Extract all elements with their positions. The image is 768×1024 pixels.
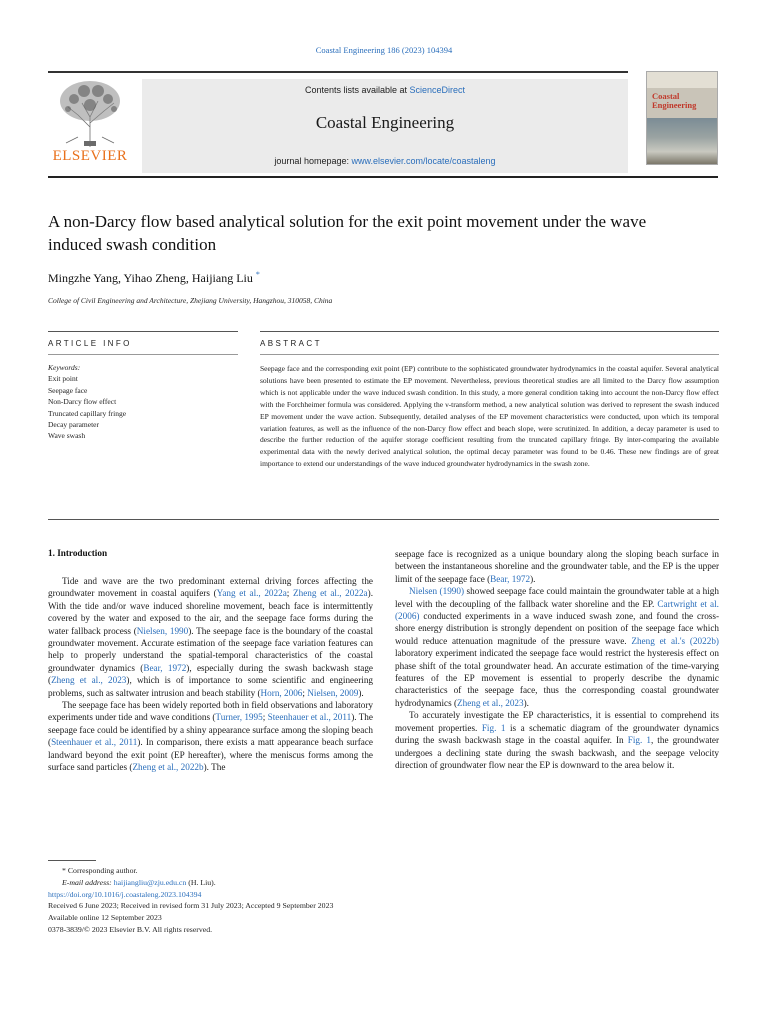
reference-link[interactable]: Bear, 1972 xyxy=(490,573,531,584)
journal-cover-thumbnail[interactable] xyxy=(646,71,718,165)
author-list xyxy=(48,270,260,286)
article-info-label: ARTICLE INFO xyxy=(48,339,132,348)
reference-link[interactable]: Nielsen (1990) xyxy=(409,586,465,597)
reference-link[interactable]: Nielsen, 2009 xyxy=(307,687,359,698)
homepage-line xyxy=(142,156,628,166)
copyright: 0378-3839/© 2023 Elsevier B.V. All rights reserved. xyxy=(48,924,213,934)
journal-name: Coastal Engineering xyxy=(315,113,455,132)
reference-link[interactable]: Bear, 1972 xyxy=(143,662,187,673)
text-run: ; xyxy=(262,712,268,723)
journal-header xyxy=(48,73,628,173)
email-suffix: (H. Liu). xyxy=(186,877,216,887)
paragraph xyxy=(395,585,719,709)
text-run: Tide and wave are the two predominant external driving forces affecting the groundwater movement in coastal aquifers ( xyxy=(48,576,373,599)
keyword-item: Seepage face xyxy=(48,385,88,395)
homepage-link[interactable]: www.elsevier.com/locate/coastaleng xyxy=(351,156,496,166)
online-date: Available online 12 September 2023 xyxy=(48,913,162,923)
paragraph xyxy=(48,575,373,699)
email-line xyxy=(48,877,448,889)
text-run: ). xyxy=(358,687,364,698)
header-rule-bottom xyxy=(48,176,718,178)
publisher-name: ELSEVIER xyxy=(52,148,128,164)
text-run: seepage face is recognized as a unique boundary along the sloping beach surface in between the instantaneous shoreline and the groundwater table, and the EP is the upper limit of the seepage face ( xyxy=(395,549,719,584)
keyword-item: Exit point xyxy=(48,374,78,384)
abstract-label: ABSTRACT xyxy=(260,339,322,348)
article-info-subrule xyxy=(48,354,238,355)
journal-header-box xyxy=(142,79,628,173)
keyword-item: Truncated capillary fringe xyxy=(48,408,127,418)
corresponding-author-mark[interactable]: * xyxy=(255,270,260,279)
cover-title xyxy=(652,92,696,110)
text-run: showed seepage face could maintain the groundwater table at a high level with the decoupling of the fallback water shoreline and the EP. xyxy=(395,586,719,609)
reference-link[interactable]: Nielsen, 1990 xyxy=(136,625,189,636)
footnotes xyxy=(48,865,448,936)
affiliation: College of Civil Engineering and Architecture, Zhejiang University, Hangzhou, 310058, China xyxy=(48,296,333,305)
reference-link[interactable]: Steenhauer et al., 2011 xyxy=(267,712,352,723)
section-heading-introduction: 1. Introduction xyxy=(48,548,108,558)
text-run: ), which is of importance to some scientific and engineering problems, such as saltwater intrusion and beach stability ( xyxy=(48,675,374,698)
reference-link[interactable]: Zheng et al., 2022b xyxy=(132,762,204,773)
text-run: ; xyxy=(302,687,308,698)
journal-citation[interactable]: Coastal Engineering 186 (2023) 104394 xyxy=(315,45,453,55)
text-run: ). xyxy=(523,697,529,708)
reference-link[interactable]: Fig. 1 xyxy=(481,722,506,733)
text-run: , the groundwater undergoes a declining state during the swash backwash, and the seepage velocity direction of groundwater flow near the EP is downward to the area below it. xyxy=(395,735,720,770)
email-link[interactable]: haijiangliu@zju.edu.cn xyxy=(113,877,187,887)
keyword-item: Non-Darcy flow effect xyxy=(48,397,117,407)
cover-top-band xyxy=(647,72,717,88)
reference-link[interactable]: Zheng et al., 2023 xyxy=(457,697,524,708)
keywords-block xyxy=(48,362,238,442)
cover-title-line1: Coastal xyxy=(652,91,680,101)
cover-image xyxy=(647,118,717,165)
text-run: ). In comparison, there exists a matt appearance beach surface landward beyond the exit point (EP hereafter), where the meniscus forms among the surface sand particles ( xyxy=(48,737,373,773)
doi-link[interactable]: https://doi.org/10.1016/j.coastaleng.2023.104394 xyxy=(48,889,202,899)
elsevier-tree-icon xyxy=(54,77,126,149)
paragraph xyxy=(395,709,719,771)
text-run: is a schematic diagram of the groundwater dynamics during the swash backwash stage in the coastal aquifer. In xyxy=(395,722,719,746)
text-run: conducted experiments in a wave induced swash zone, and found the cross-shore energy distribution is strongly dependent on position of the seepage face which would reduce attenuation magnitude of the pressure wave. xyxy=(395,611,719,646)
text-run: To accurately investigate the EP characteristics, it is essential to comprehend its movement properties. xyxy=(395,710,719,733)
reference-link[interactable]: Zheng et al., 2022a xyxy=(292,588,368,599)
elsevier-logo[interactable] xyxy=(48,77,132,169)
email-label: E-mail address: xyxy=(62,877,112,887)
text-run: ; xyxy=(286,588,293,599)
footnote-rule xyxy=(48,860,96,861)
text-run: ). The seepage face could be identified by a shiny appearance surface among the sloping beach ( xyxy=(48,712,373,748)
text-run: ). xyxy=(530,573,536,584)
homepage-prefix: journal homepage: xyxy=(274,156,352,166)
cover-title-line2: Engineering xyxy=(652,100,697,110)
author-names: Mingzhe Yang, Yihao Zheng, Haijiang Liu xyxy=(48,271,253,285)
reference-link[interactable]: Horn, 2006 xyxy=(260,687,303,698)
received-dates: Received 6 June 2023; Received in revised form 31 July 2023; Accepted 9 September 2023 xyxy=(48,901,334,911)
text-run: ). The seepage face is the boundary of the coastal groundwater movement. Accurate estimation of the seepage face variation features can help to properly understand the spatial-temporal characteristics of the coastal groundwater dynamics ( xyxy=(48,625,373,673)
text-run: The seepage face has been widely reported both in field observations and laboratory experiments under tide and wave conditions ( xyxy=(48,700,373,723)
body-column-left xyxy=(48,575,373,774)
keyword-item: Wave swash xyxy=(48,431,86,441)
contents-prefix: Contents lists available at xyxy=(304,85,410,95)
article-info-rule xyxy=(48,331,238,332)
reference-link[interactable]: Zheng et al.'s (2022b) xyxy=(631,635,719,646)
text-run: ), especially during the swash backwash stage ( xyxy=(48,662,374,686)
corresponding-author-note: * Corresponding author. xyxy=(62,866,138,875)
reference-link[interactable]: Cartwright et al. (2006) xyxy=(395,598,719,622)
reference-link[interactable]: Fig. 1 xyxy=(627,735,651,746)
keywords-label: Keywords: xyxy=(48,363,81,372)
reference-link[interactable]: Yang et al., 2022a xyxy=(216,588,287,599)
abstract-rule xyxy=(260,331,719,332)
text-run: laboratory experiment indicated the seepage face would restrict the hysteresis effect on phase shift of the total groundwater head. An accurate estimation of the time-varying features of the EP movement is essential to properly describe the dynamic characteristics of the seepage face, thus the corresponding coastal groundwater hydrodynamics ( xyxy=(395,648,719,708)
abstract-bottom-rule xyxy=(48,519,719,520)
abstract-subrule xyxy=(260,354,719,355)
body-column-right xyxy=(395,548,719,771)
keyword-item: Decay parameter xyxy=(48,420,100,430)
text-run: ). The xyxy=(203,762,226,773)
text-run: ). With the tide and/or wave induced shoreline movement, beach face is intermittently covered by the water and exposed to the air, and the seepage face forms during the water fallback process ( xyxy=(48,588,373,636)
contents-line xyxy=(142,85,628,95)
reference-link[interactable]: Turner, 1995 xyxy=(215,712,263,723)
article-title: A non-Darcy flow based analytical solution for the exit point movement under the wave induced swash condition xyxy=(48,212,647,254)
sciencedirect-link[interactable]: ScienceDirect xyxy=(409,85,466,95)
paragraph xyxy=(48,699,373,773)
paragraph xyxy=(395,548,719,585)
reference-link[interactable]: Steenhauer et al., 2011 xyxy=(51,737,138,748)
abstract-text: Seepage face and the corresponding exit point (EP) contribute to the sophisticated groundwater hydrodynamics in the coastal aquifer. Several analytical solutions have been presented to estimate the EP movement. Nevertheless, previous theoretical studies are all limited to the Darcy flow assumption which is not applicable under the wave induced swash condition. In this study, a more general condition taking into account the non-Darcy flow effect with the Forchheimer formula was considered. Applying the ν-transform method, a new analytical solution was derived to represent the swash induced EP movement under the wave action. Subsequently, detailed analyses of the EP movement characteristics were conducted, upon which its temporal variation features, as well as the influence of the non-Darcy flow effect and beach slope, were scrutinized. In addition, a decay parameter is used to describe the further reduction of the aquifer storage coefficient resulting from the truncated capillary fringe. By inter-comparing the available experimental data with the newly derived analytical solution, the optimal decay parameter was found to be 0.46. These new findings are of great importance to extend our understandings of the wave induced groundwater hydrodynamics in the swash zone. xyxy=(260,364,719,469)
reference-link[interactable]: Zheng et al., 2023 xyxy=(51,675,127,686)
